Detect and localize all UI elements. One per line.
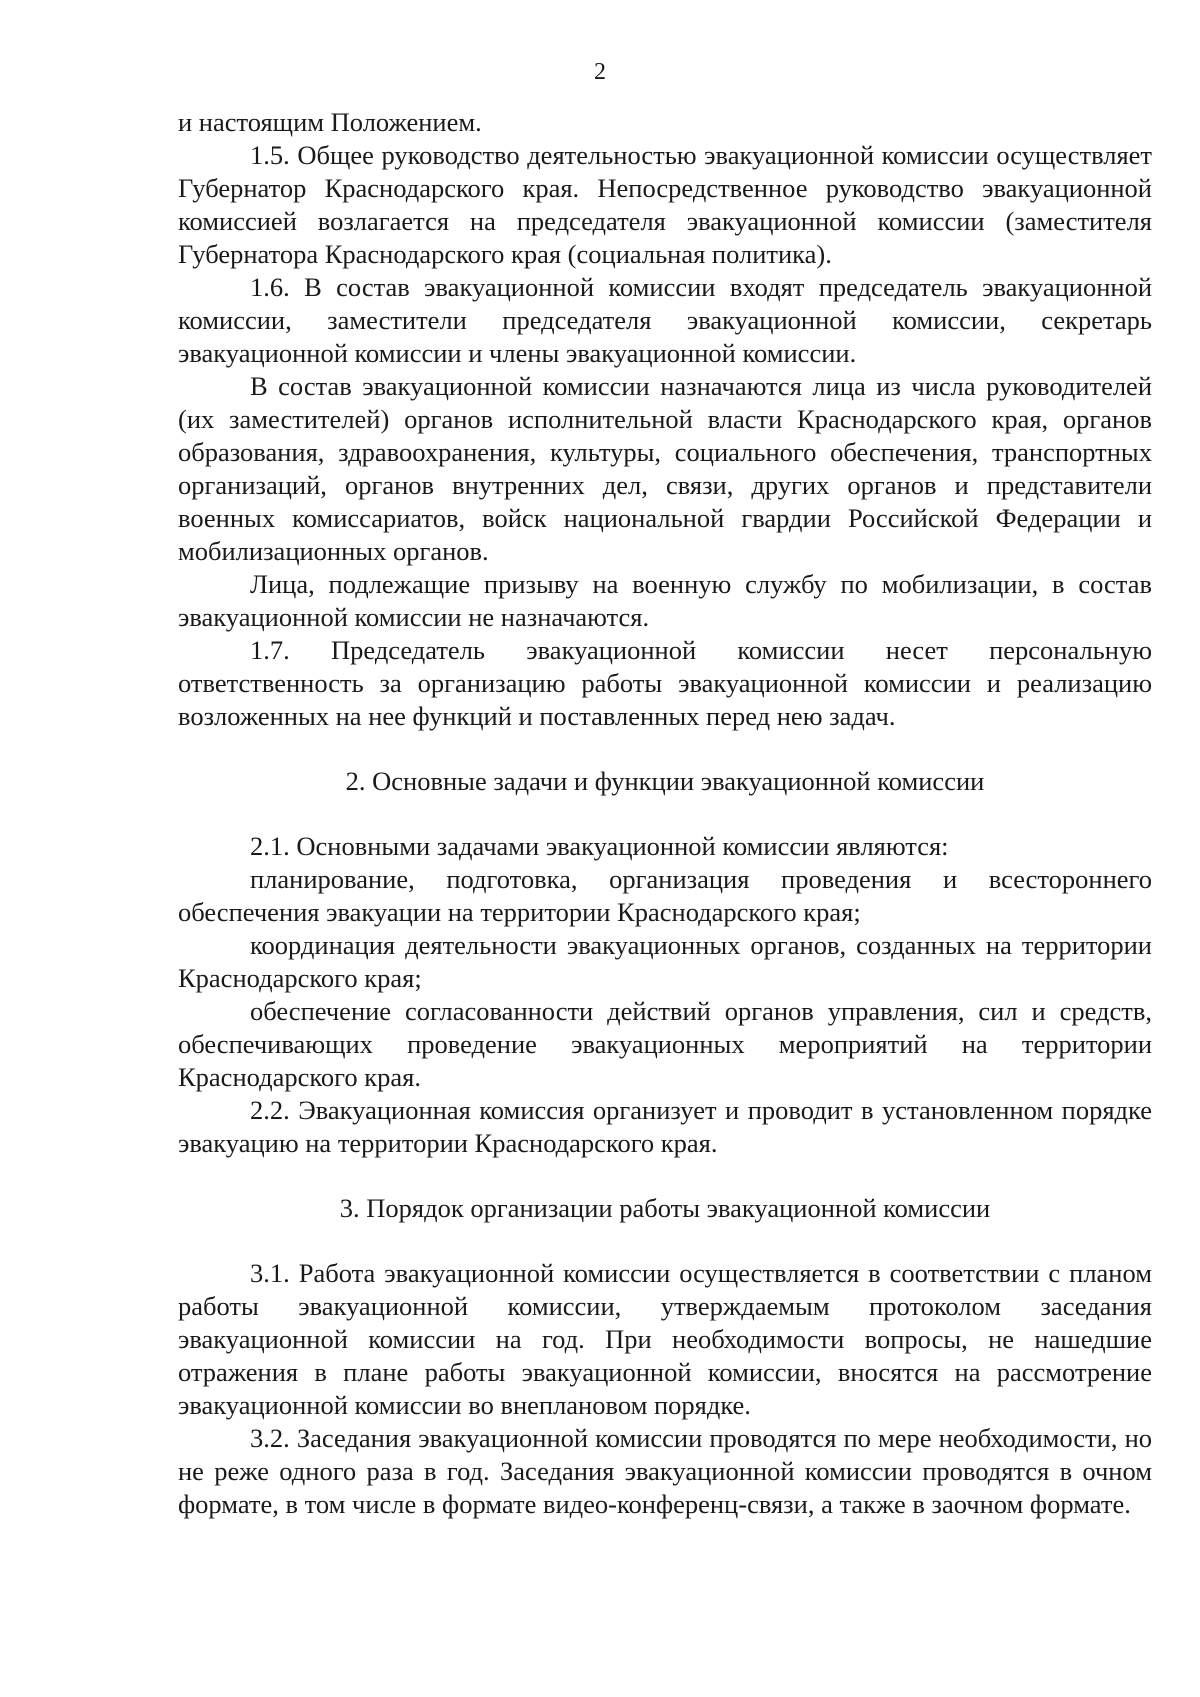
paragraph-2-1: 2.1. Основными задачами эвакуационной комиссии являются: [250, 831, 949, 861]
paragraph-3-1: 3.1. Работа эвакуационной комиссии осуществляется в соответствии с планом работы эвакуационной комиссии, утверждаемым протоколом заседания эвакуационной комиссии на год. При необходимости вопросы, не нашедшие отражения в плане работы эвакуационной комиссии, вносятся на рассмотрение эвакуационной комиссии во внеплановом порядке. [178, 1258, 1152, 1420]
section-heading-2: 2. Основные задачи и функции эвакуационной комиссии [345, 766, 985, 796]
paragraph-continuation: и настоящим Положением. [178, 107, 482, 137]
paragraph-task-consistency: обеспечение согласованности действий органов управления, сил и средств, обеспечивающих проведение эвакуационных мероприятий на территории Краснодарского края. [178, 996, 1152, 1092]
paragraph-1-5: 1.5. Общее руководство деятельностью эвакуационной комиссии осуществляет Губернатор Краснодарского края. Непосредственное руководство эвакуационной комиссией возлагается на председателя эвакуационной комиссии (заместителя Губернатора Краснодарского края (социальная политика). [178, 140, 1152, 269]
paragraph-1-6: 1.6. В состав эвакуационной комиссии входят председатель эвакуационной комиссии, заместители председателя эвакуационной комиссии, секретарь эвакуационной комиссии и члены эвакуационной комиссии. [178, 272, 1152, 368]
paragraph-1-7: 1.7. Председатель эвакуационной комиссии несет персональную ответственность за организацию работы эвакуационной комиссии и реализацию возложенных на нее функций и поставленных перед нею задач. [178, 635, 1152, 731]
paragraph-task-planning: планирование, подготовка, организация проведения и всестороннего обеспечения эвакуации на территории Краснодарского края; [178, 864, 1152, 927]
paragraph-mobilization-exclusion: Лица, подлежащие призыву на военную службу по мобилизации, в состав эвакуационной комиссии не назначаются. [178, 569, 1152, 632]
paragraph-task-coordination: координация деятельности эвакуационных органов, созданных на территории Краснодарского края; [178, 930, 1152, 993]
paragraph-3-2: 3.2. Заседания эвакуационной комиссии проводятся по мере необходимости, но не реже одного раза в год. Заседания эвакуационной комиссии проводятся в очном формате, в том числе в формате видео-конференц-связи, а также в заочном формате. [178, 1423, 1152, 1519]
page-number: 2 [594, 59, 606, 85]
paragraph-2-2: 2.2. Эвакуационная комиссия организует и проводит в установленном порядке эвакуацию на территории Краснодарского края. [178, 1095, 1152, 1158]
document-body [178, 106, 1152, 1521]
section-heading-3: 3. Порядок организации работы эвакуационной комиссии [339, 1193, 991, 1223]
paragraph-commission-composition: В состав эвакуационной комиссии назначаются лица из числа руководителей (их заместителей) органов исполнительной власти Краснодарского края, органов образования, здравоохранения, культуры, социального обеспечения, транспортных организаций, органов внутренних дел, связи, других органов и представители военных комиссариатов, войск национальной гвардии Российской Федерации и мобилизационных органов. [178, 371, 1152, 566]
